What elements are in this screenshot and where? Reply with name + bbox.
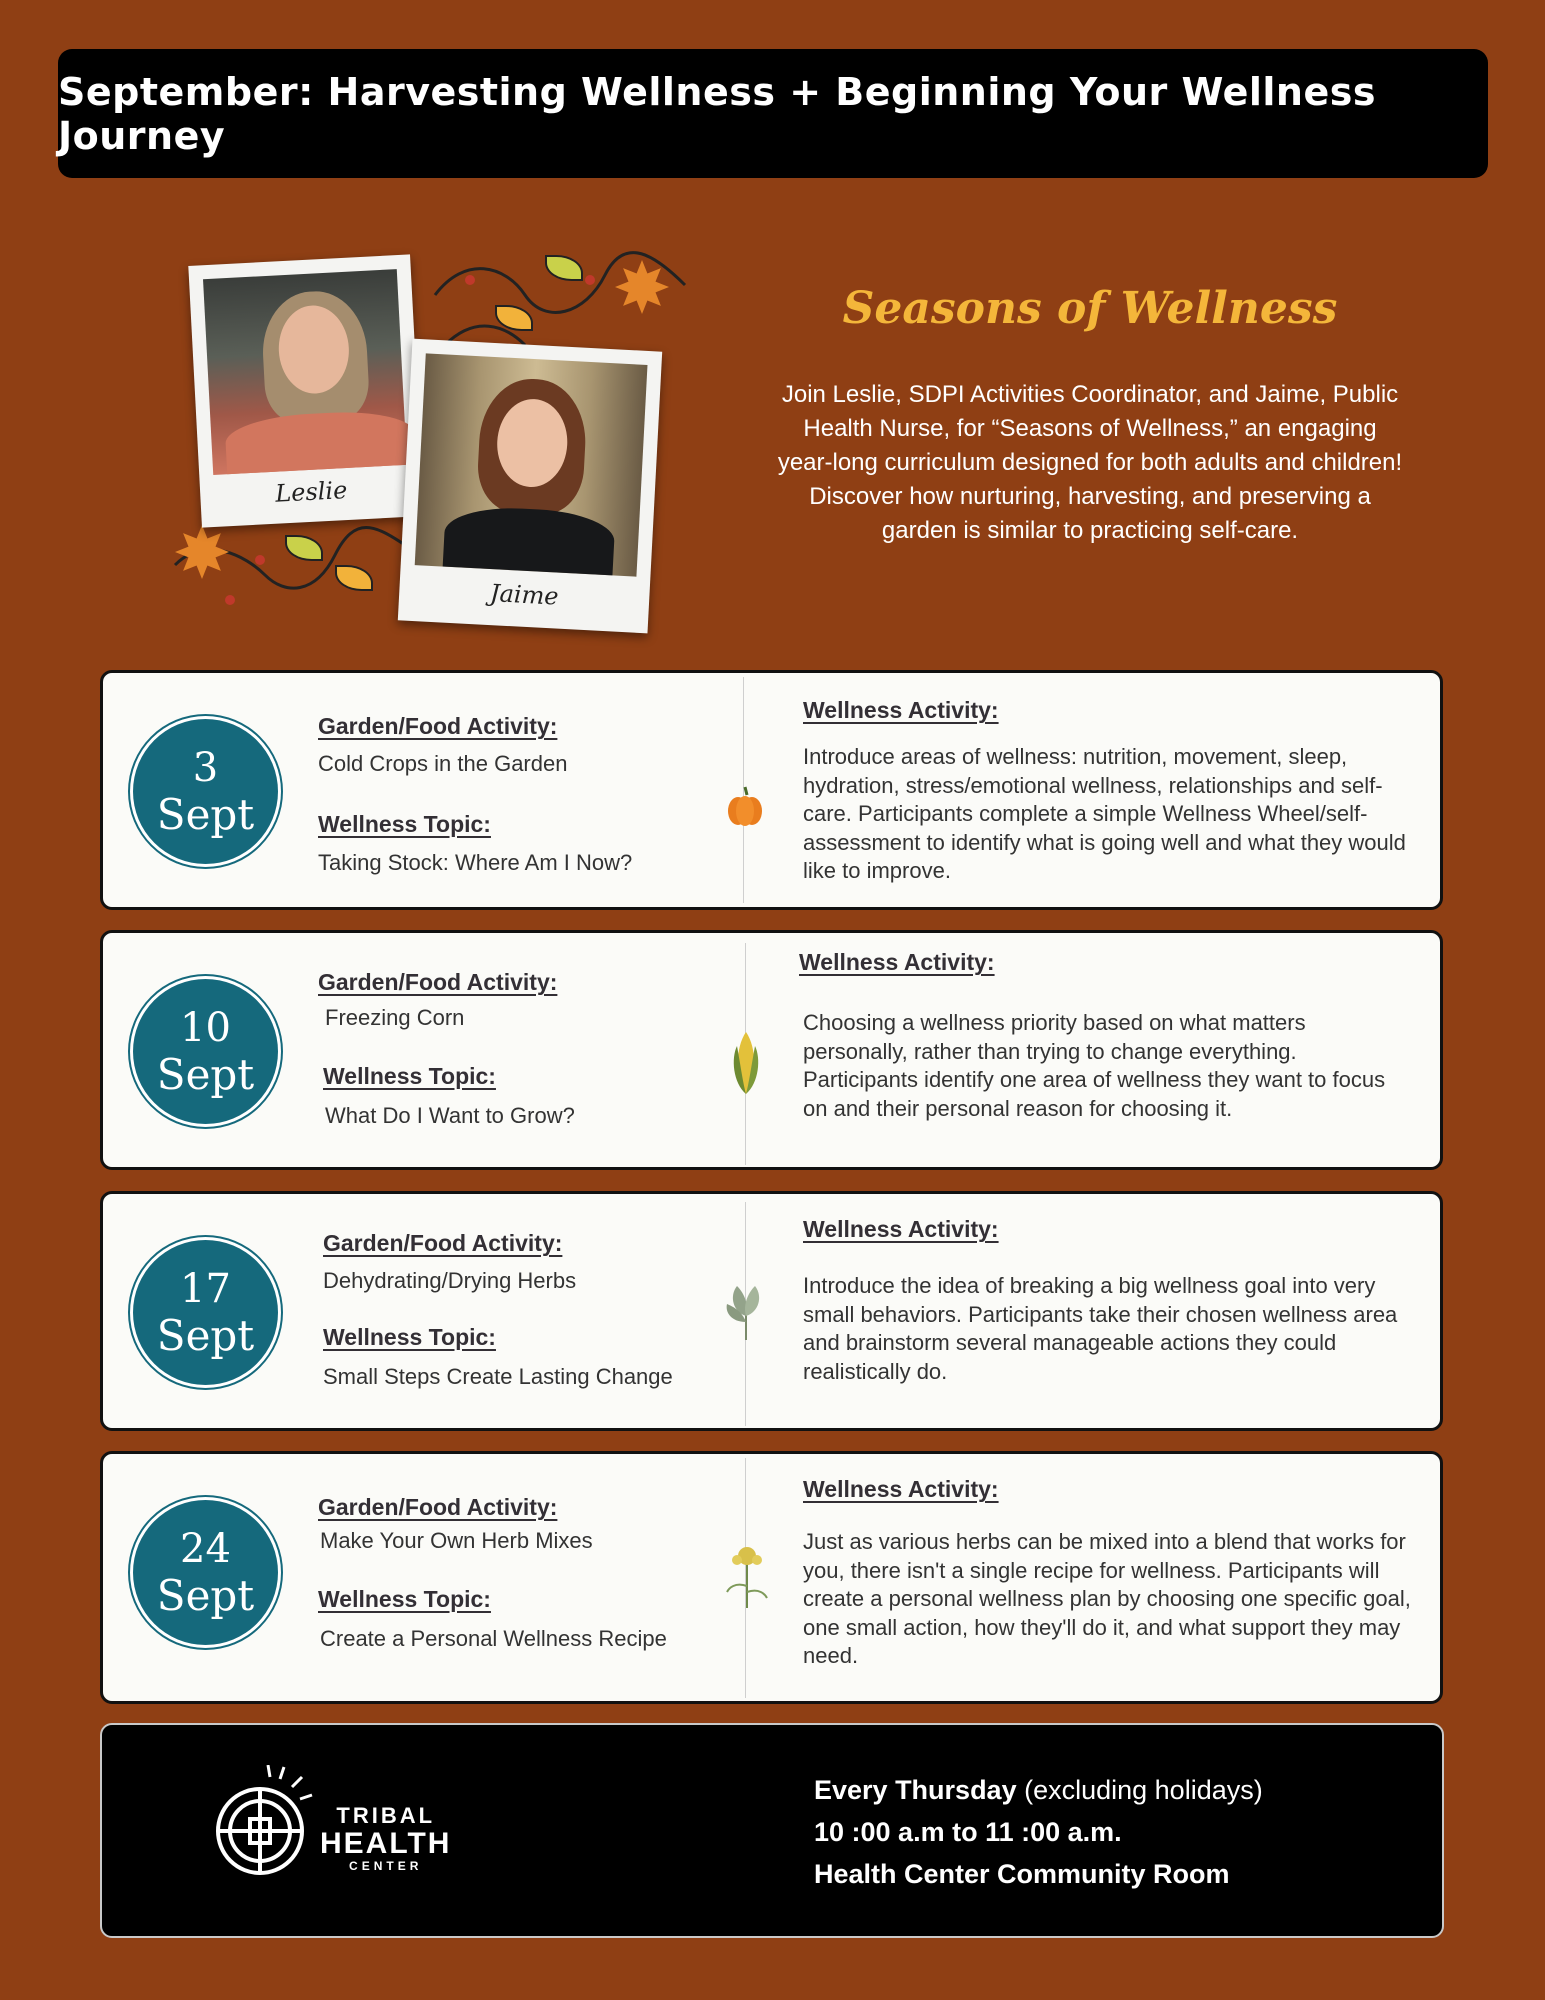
- dill-flower-icon: [723, 1542, 771, 1610]
- wellness-activity-label: Wellness Activity:: [799, 949, 995, 975]
- logo-line2: HEALTH: [320, 1827, 452, 1860]
- schedule-day-note: (excluding holidays): [1016, 1775, 1263, 1805]
- portrait-image: [415, 353, 648, 576]
- wellness-topic-label: Wellness Topic:: [323, 1324, 496, 1350]
- session-card: [100, 670, 1443, 910]
- wellness-topic-label: Wellness Topic:: [323, 1063, 496, 1089]
- berry-icon: [225, 595, 235, 605]
- wellness-topic-label: Wellness Topic:: [318, 1586, 491, 1612]
- date-badge: [133, 719, 278, 864]
- session-card: [100, 930, 1443, 1170]
- berry-icon: [585, 275, 595, 285]
- garden-activity-value: Make Your Own Herb Mixes: [320, 1528, 593, 1553]
- logo-line3: CENTER: [349, 1859, 423, 1873]
- date-day: 17: [180, 1265, 231, 1312]
- photo-caption: Leslie: [274, 475, 348, 508]
- date-month: Sept: [156, 789, 255, 839]
- schedule-day-bold: Every Thursday: [814, 1775, 1017, 1805]
- photo-leslie: [188, 254, 423, 527]
- sage-leaf-icon: [723, 1282, 769, 1342]
- wellness-activity-label: Wellness Activity:: [803, 1476, 999, 1502]
- date-month: Sept: [156, 1049, 255, 1099]
- garden-activity-value: Freezing Corn: [325, 1005, 465, 1030]
- date-day: 10: [180, 1004, 231, 1051]
- date-badge: [133, 979, 278, 1124]
- wellness-activity-text: Introduce areas of wellness: nutrition, movement, sleep, hydration, stress/emotional wellness, relationships and self-care. Participants complete a simple Wellness Wheel/self-assessment to identify what is going well and what they would like to improve.: [803, 744, 1406, 883]
- garden-activity-label: Garden/Food Activity:: [318, 969, 558, 995]
- logo-wordmark: [320, 1803, 451, 1873]
- wellness-activity-text: Introduce the idea of breaking a big wellness goal into very small behaviors. Participants take their chosen wellness area and brainstorm several manageable actions they could realistically do.: [803, 1273, 1398, 1384]
- garden-activity-value: Dehydrating/Drying Herbs: [323, 1268, 577, 1293]
- schedule-time: 10 :00 a.m to 11 :00 a.m.: [814, 1817, 1122, 1847]
- photo-collage: [165, 235, 705, 635]
- program-description: Join Leslie, SDPI Activities Coordinator, and Jaime, Public Health Nurse, for “Seasons of Wellness,” an engaging year-long curriculum designed for both adults and children! Discover how nurturing, harvesting, and preserving a garden is similar to practicing self-care.: [777, 381, 1403, 544]
- wellness-activity-text: Choosing a wellness priority based on what matters personally, rather than trying to change everything. Participants identify one area of wellness they want to focus on and their personal reason for choosing it.: [803, 1010, 1386, 1121]
- garden-activity-label: Garden/Food Activity:: [318, 1494, 558, 1520]
- photo-caption: Jaime: [489, 579, 560, 611]
- schedule-day: [814, 1769, 1263, 1811]
- date-badge: [133, 1500, 278, 1645]
- corn-icon: [731, 1028, 761, 1098]
- portrait-image: [203, 269, 407, 475]
- date-day: 24: [180, 1525, 231, 1572]
- program-title: Seasons of Wellness: [842, 283, 1338, 334]
- wellness-topic-label: Wellness Topic:: [318, 811, 491, 837]
- title-bar: [58, 49, 1488, 178]
- pumpkin-icon: [725, 783, 765, 828]
- photo-jaime: [398, 339, 662, 634]
- date-month: Sept: [156, 1570, 255, 1620]
- schedule-info: [814, 1769, 1263, 1895]
- schedule-location: Health Center Community Room: [814, 1859, 1230, 1889]
- wellness-activity-label: Wellness Activity:: [803, 1216, 999, 1242]
- wellness-topic-value: Small Steps Create Lasting Change: [323, 1364, 673, 1389]
- logo-line1: TRIBAL: [336, 1803, 436, 1828]
- wellness-topic-value: What Do I Want to Grow?: [325, 1103, 575, 1128]
- date-month: Sept: [156, 1310, 255, 1360]
- berry-icon: [255, 555, 265, 565]
- session-card: [100, 1451, 1443, 1704]
- berry-icon: [465, 275, 475, 285]
- session-card: [100, 1191, 1443, 1431]
- wellness-topic-value: Create a Personal Wellness Recipe: [320, 1626, 667, 1651]
- wellness-activity-text: Just as various herbs can be mixed into a blend that works for you, there isn't a single recipe for wellness. Participants will create a personal wellness plan by choosing one specific goal, one small action, how they'll do it, and what support they may need.: [803, 1529, 1411, 1668]
- footer-banner: [100, 1723, 1444, 1938]
- date-badge: [133, 1240, 278, 1385]
- garden-activity-label: Garden/Food Activity:: [323, 1230, 563, 1256]
- wellness-topic-value: Taking Stock: Where Am I Now?: [318, 850, 633, 875]
- wellness-activity-label: Wellness Activity:: [803, 697, 999, 723]
- page-title: September: Harvesting Wellness + Beginning Your Wellness Journey: [58, 69, 1376, 158]
- date-day: 3: [192, 744, 219, 791]
- garden-activity-value: Cold Crops in the Garden: [318, 751, 568, 776]
- garden-activity-label: Garden/Food Activity:: [318, 713, 558, 739]
